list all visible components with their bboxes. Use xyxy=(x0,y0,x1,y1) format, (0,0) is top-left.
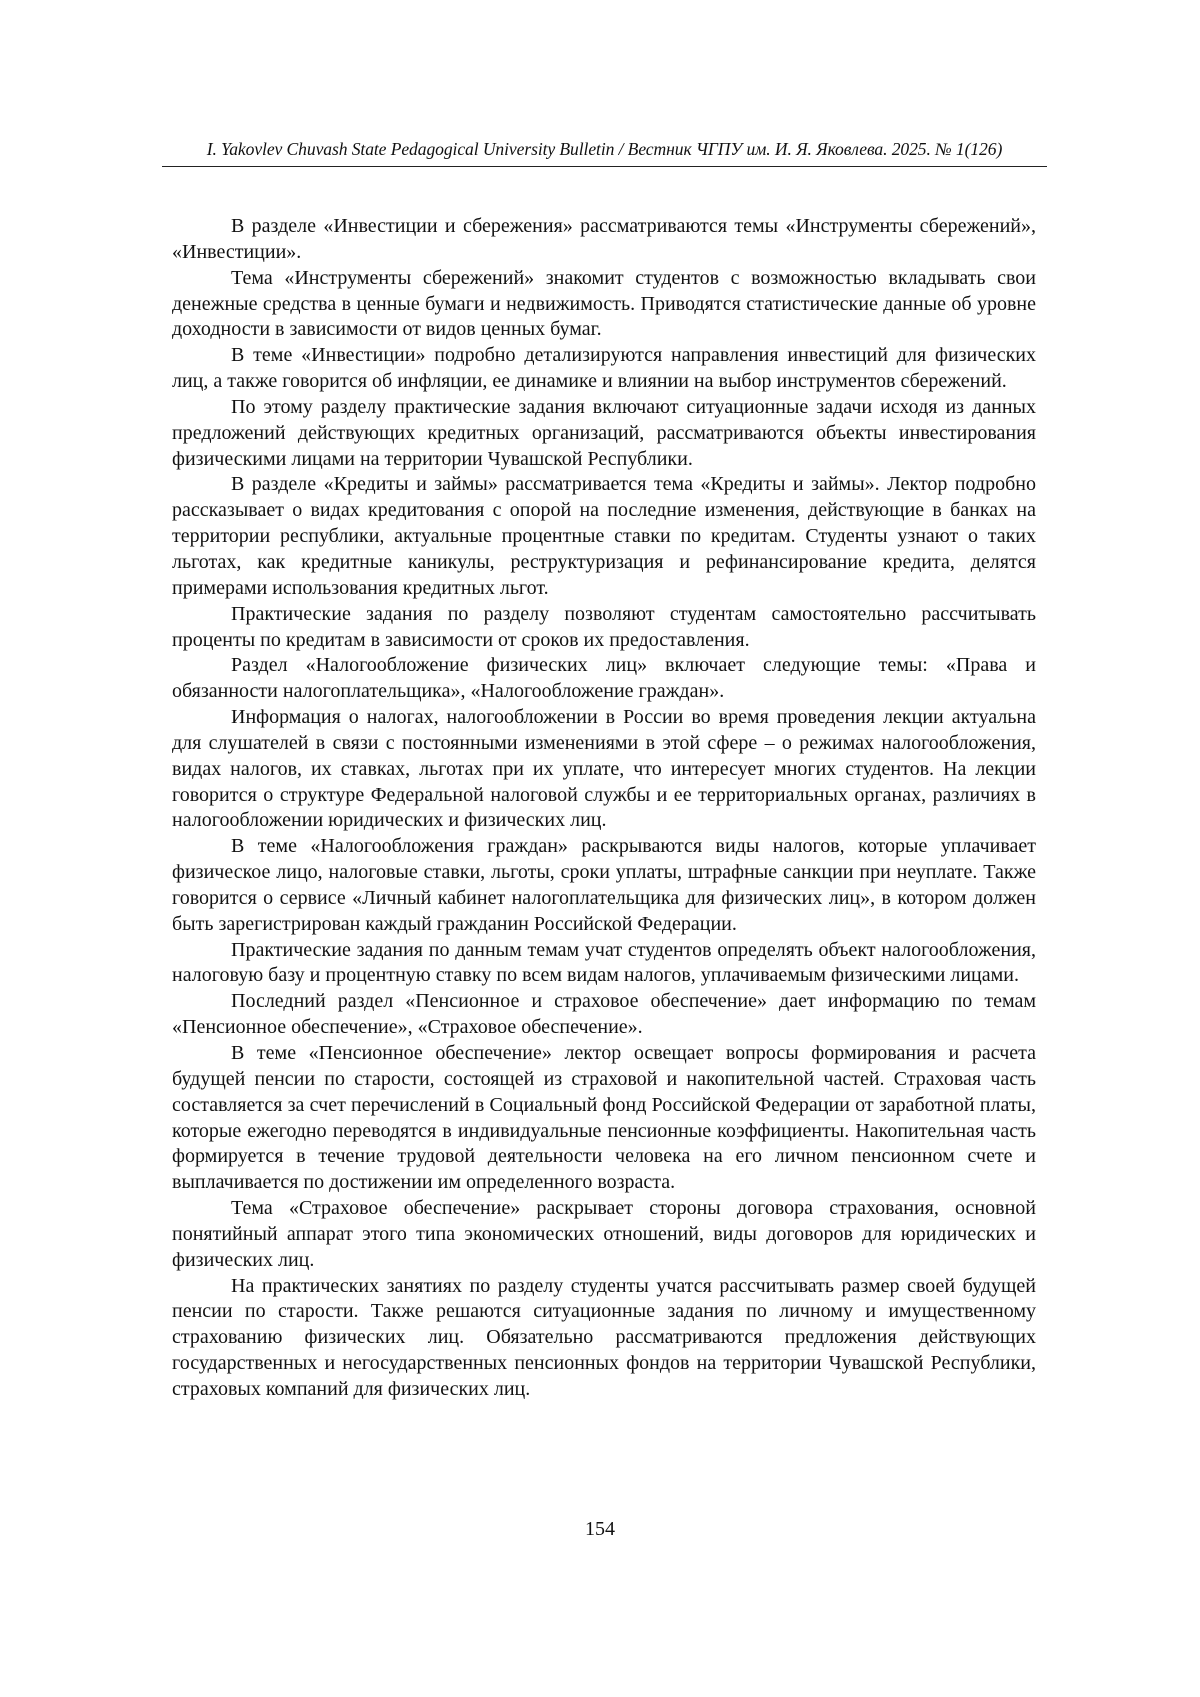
paragraph: В разделе «Кредиты и займы» рассматривается тема «Кредиты и займы». Лектор подробно рассказывает о видах кредитования с опорой на последние изменения, действующие в банках на территории республики, актуальные процентные ставки по кредитам. Студенты узнают о таких льготах, как кредитные каникулы, реструктуризация и рефинансирование кредита, делятся примерами использования кредитных льгот. xyxy=(172,473,1036,599)
paragraph: Последний раздел «Пенсионное и страховое обеспечение» дает информацию по темам «Пенсионное обеспечение», «Страховое обеспечение». xyxy=(172,990,1036,1039)
paragraph: Практические задания по данным темам учат студентов определять объект налогообложения, налоговую базу и процентную ставку по всем видам налогов, уплачиваемым физическими лицами. xyxy=(172,938,1036,987)
article-body xyxy=(172,214,1036,1403)
paragraph: В теме «Инвестиции» подробно детализируются направления инвестиций для физических лиц, а также говорится об инфляции, ее динамике и влиянии на выбор инструментов сбережений. xyxy=(172,344,1036,393)
paragraph: Тема «Страховое обеспечение» раскрывает стороны договора страхования, основной понятийный аппарат этого типа экономических отношений, виды договоров для юридических и физических лиц. xyxy=(172,1197,1036,1271)
paragraph: Тема «Инструменты сбережений» знакомит студентов с возможностью вкладывать свои денежные средства в ценные бумаги и недвижимость. Приводятся статистические данные об уровне доходности в зависимости от видов ценных бумаг. xyxy=(172,266,1036,341)
paragraph: По этому разделу практические задания включают ситуационные задачи исходя из данных предложений действующих кредитных организаций, рассматриваются объекты инвестирования физическими лицами на территории Чувашской Республики. xyxy=(172,395,1036,470)
paragraph: Раздел «Налогообложение физических лиц» включает следующие темы: «Права и обязанности налогоплательщика», «Налогообложение граждан». xyxy=(172,654,1036,703)
running-header: I. Yakovlev Chuvash State Pedagogical University Bulletin / Вестник ЧГПУ им. И. Я. Яковлева. 2025. № 1(126) xyxy=(206,139,1003,159)
paragraph: Информация о налогах, налогообложении в России во время проведения лекции актуальна для слушателей в связи с постоянными изменениями в этой сфере – о режимах налогообложения, видах налогов, их ставках, льготах при их уплате, что интересует многих студентов. На лекции говорится о структуре Федеральной налоговой службы и ее территориальных органах, различиях в налогообложении юридических и физических лиц. xyxy=(172,706,1036,832)
paragraph: В теме «Налогообложения граждан» раскрываются виды налогов, которые уплачивает физическое лицо, налоговые ставки, льготы, сроки уплаты, штрафные санкции при неуплате. Также говорится о сервисе «Личный кабинет налогоплательщика для физических лиц», в котором должен быть зарегистрирован каждый гражданин Российской Федерации. xyxy=(172,835,1036,935)
paragraph: В разделе «Инвестиции и сбережения» рассматриваются темы «Инструменты сбережений», «Инвестиции». xyxy=(172,215,1036,263)
header-rule xyxy=(162,166,1047,167)
page-number: 154 xyxy=(585,1518,615,1540)
paragraph: На практических занятиях по разделу студенты учатся рассчитывать размер своей будущей пенсии по старости. Также решаются ситуационные задания по личному и имущественному страхованию физических лиц. Обязательно рассматриваются предложения действующих государственных и негосударственных пенсионных фондов на территории Чувашской Республики, страховых компаний для физических лиц. xyxy=(172,1274,1036,1400)
paragraph: Практические задания по разделу позволяют студентам самостоятельно рассчитывать проценты по кредитам в зависимости от сроков их предоставления. xyxy=(172,602,1036,651)
paragraph: В теме «Пенсионное обеспечение» лектор освещает вопросы формирования и расчета будущей пенсии по старости, состоящей из страховой и накопительной частей. Страховая часть составляется за счет перечислений в Социальный фонд Российской Федерации от заработной платы, которые ежегодно переводятся в индивидуальные пенсионные коэффициенты. Накопительная часть формируется в течение трудовой деятельности человека на его личном пенсионном счете и выплачивается по достижении им определенного возраста. xyxy=(172,1042,1036,1194)
